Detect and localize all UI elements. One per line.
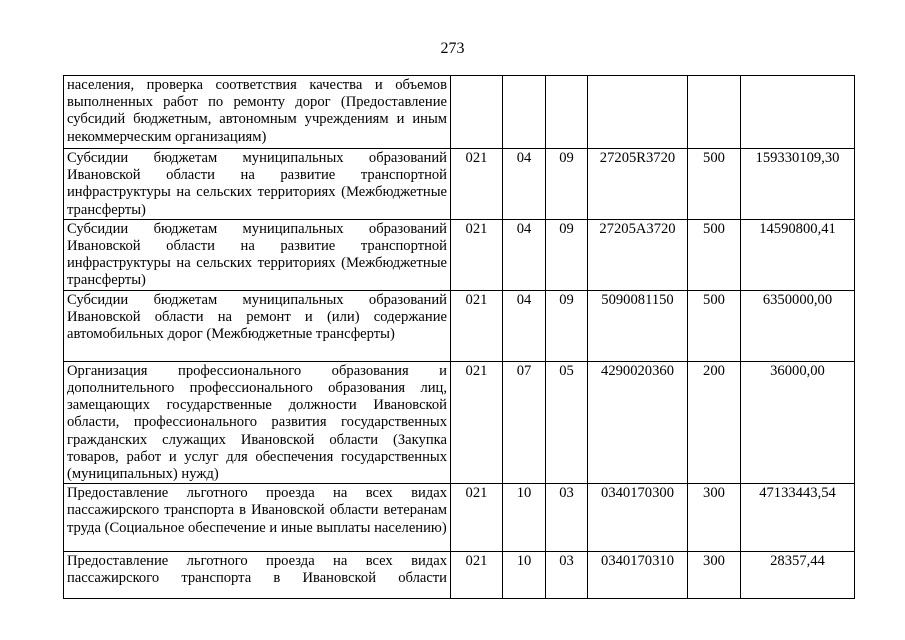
cell-grbs-code: 021 xyxy=(451,484,503,552)
cell-target-article: 27205R3720 xyxy=(588,149,688,220)
cell-grbs-code: 021 xyxy=(451,552,503,599)
table-row xyxy=(64,361,855,483)
cell-target-article: 5090081150 xyxy=(588,290,688,361)
cell-target-article: 0340170310 xyxy=(588,552,688,599)
cell-razdel: 04 xyxy=(503,149,546,220)
table-row xyxy=(64,290,855,361)
page-number: 273 xyxy=(440,40,465,57)
table-row xyxy=(64,484,855,552)
cell-name: Предоставление льготного проезда на всех видах пассажирского транспорта в Ивановской области xyxy=(64,552,451,599)
table-row xyxy=(64,149,855,220)
cell-amount: 28357,44 xyxy=(741,552,855,599)
cell-target-article: 0340170300 xyxy=(588,484,688,552)
cell-razdel: 10 xyxy=(503,484,546,552)
cell-expense-type xyxy=(688,76,741,149)
cell-name: Субсидии бюджетам муниципальных образований Ивановской области на развитие транспортной инфраструктуры на сельских территориях (Межбюджетные трансферты) xyxy=(64,219,451,290)
cell-podrazdel xyxy=(546,76,588,149)
cell-name: населения, проверка соответствия качества и объемов выполненных работ по ремонту дорог (Предоставление субсидий бюджетным, автономным учреждениям и иным некоммерческим организациям) xyxy=(64,76,451,149)
cell-amount: 47133443,54 xyxy=(741,484,855,552)
cell-name: Субсидии бюджетам муниципальных образований Ивановской области на ремонт и (или) содержание автомобильных дорог (Межбюджетные трансферты) xyxy=(64,290,451,361)
cell-target-article: 4290020360 xyxy=(588,361,688,483)
cell-amount: 14590800,41 xyxy=(741,219,855,290)
cell-podrazdel: 09 xyxy=(546,290,588,361)
cell-amount: 36000,00 xyxy=(741,361,855,483)
cell-name: Организация профессионального образования и дополнительного профессионального образования лиц, замещающих государственные должности Ивановской области, профессионального развития государственных гражданских служащих Ивановской области (Закупка товаров, работ и услуг для обеспечения государственных (муниципальных) нужд) xyxy=(64,361,451,483)
cell-podrazdel: 09 xyxy=(546,149,588,220)
cell-grbs-code: 021 xyxy=(451,149,503,220)
cell-podrazdel: 03 xyxy=(546,484,588,552)
cell-grbs-code: 021 xyxy=(451,361,503,483)
cell-expense-type: 200 xyxy=(688,361,741,483)
cell-razdel xyxy=(503,76,546,149)
table-row xyxy=(64,76,855,149)
cell-name: Субсидии бюджетам муниципальных образований Ивановской области на развитие транспортной инфраструктуры на сельских территориях (Межбюджетные трансферты) xyxy=(64,149,451,220)
cell-name: Предоставление льготного проезда на всех видах пассажирского транспорта в Ивановской области ветеранам труда (Социальное обеспечение и иные выплаты населению) xyxy=(64,484,451,552)
cell-expense-type: 500 xyxy=(688,290,741,361)
cell-expense-type: 500 xyxy=(688,149,741,220)
table-row xyxy=(64,552,855,599)
cell-amount: 6350000,00 xyxy=(741,290,855,361)
cell-podrazdel: 05 xyxy=(546,361,588,483)
cell-razdel: 04 xyxy=(503,290,546,361)
cell-expense-type: 300 xyxy=(688,484,741,552)
cell-podrazdel: 09 xyxy=(546,219,588,290)
cell-razdel: 07 xyxy=(503,361,546,483)
cell-podrazdel: 03 xyxy=(546,552,588,599)
cell-razdel: 04 xyxy=(503,219,546,290)
cell-target-article: 27205A3720 xyxy=(588,219,688,290)
cell-expense-type: 500 xyxy=(688,219,741,290)
cell-grbs-code: 021 xyxy=(451,219,503,290)
cell-grbs-code xyxy=(451,76,503,149)
cell-expense-type: 300 xyxy=(688,552,741,599)
cell-amount: 159330109,30 xyxy=(741,149,855,220)
table-row xyxy=(64,219,855,290)
cell-grbs-code: 021 xyxy=(451,290,503,361)
cell-amount xyxy=(741,76,855,149)
budget-table xyxy=(63,75,855,599)
cell-target-article xyxy=(588,76,688,149)
cell-razdel: 10 xyxy=(503,552,546,599)
